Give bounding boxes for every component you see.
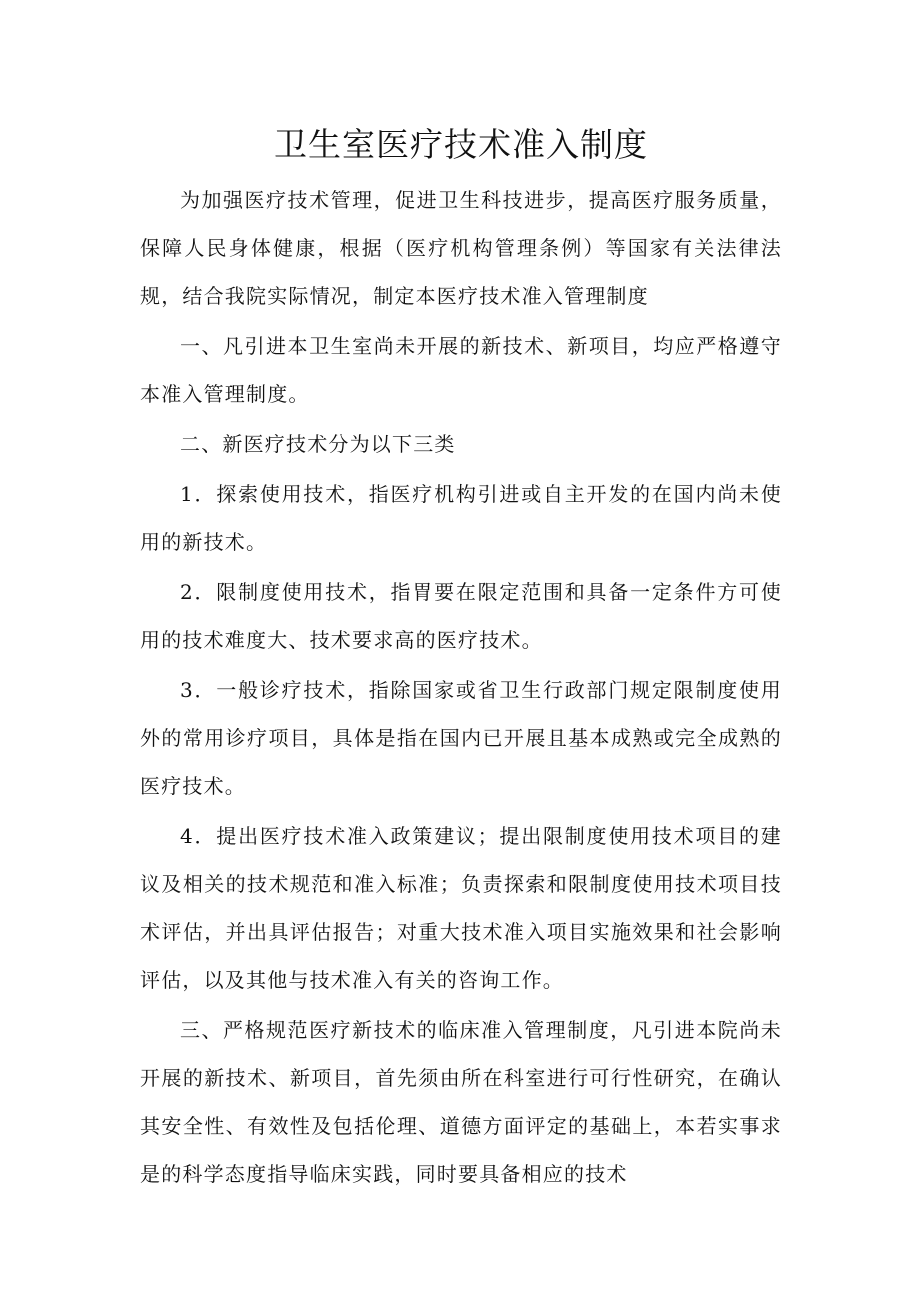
document-title: 卫生室医疗技术准入制度 [274,125,648,164]
paragraph-item-2: 2．限制度使用技术，指胃要在限定范围和具备一定条件方可使用的技术难度大、技术要求高的医疗技术。 [140,580,782,652]
paragraph-section-2: 二、新医疗技术分为以下三类 [180,432,456,456]
paragraph-item-1: 1．探索使用技术，指医疗机构引进或自主开发的在国内尚未使用的新技术。 [140,482,782,554]
paragraph-section-1: 一、凡引进本卫生室尚未开展的新技术、新项目，均应严格遵守本准入管理制度。 [140,334,782,406]
paragraph-item-4: 4．提出医疗技术准入政策建议；提出限制度使用技术项目的建议及相关的技术规范和准入标准；负责探索和限制度使用技术项目技术评估，并出具评估报告；对重大技术准入项目实施效果和社会影响评估，以及其他与技术准入有关的咨询工作。 [140,824,782,992]
paragraph-intro: 为加强医疗技术管理，促进卫生科技进步，提高医疗服务质量，保障人民身体健康，根据（医疗机构管理条例）等国家有关法律法规，结合我院实际情况，制定本医疗技术准入管理制度 [140,188,782,308]
paragraph-section-3: 三、严格规范医疗新技术的临床准入管理制度，凡引进本院尚未开展的新技术、新项目，首先须由所在科室进行可行性研究，在确认其安全性、有效性及包括伦理、道德方面评定的基础上，本若实事求是的科学态度指导临床实践，同时要具备相应的技术 [140,1018,782,1186]
paragraph-item-3: 3．一般诊疗技术，指除国家或省卫生行政部门规定限制度使用外的常用诊疗项目，具体是指在国内已开展且基本成熟或完全成熟的医疗技术。 [140,678,782,798]
